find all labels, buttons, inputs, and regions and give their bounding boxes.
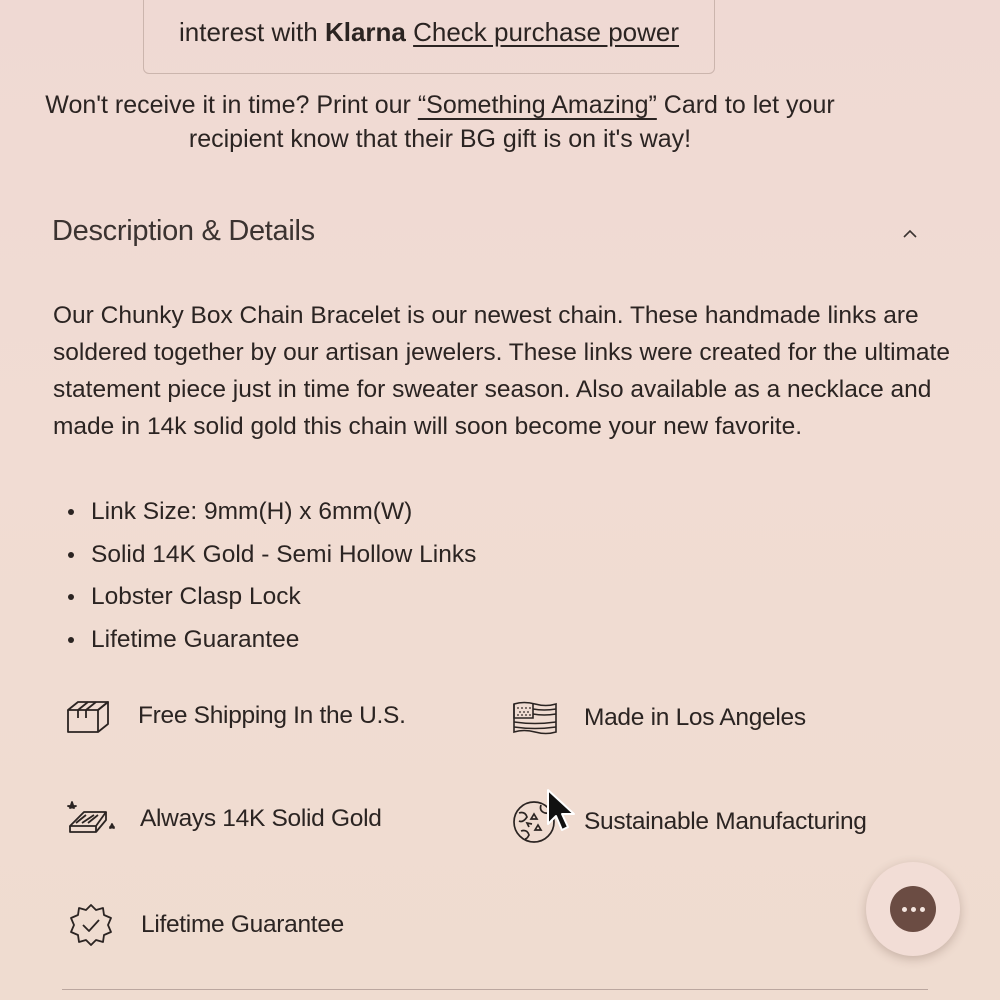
list-item	[68, 619, 476, 662]
bullet-text: Link Size: 9mm(H) x 6mm(W)	[91, 498, 413, 526]
klarna-brand: Klarna	[324, 17, 406, 47]
feature-lifetime-guarantee	[67, 902, 344, 948]
print-card-suffix: Card to let your recipient know that their BG gift is on it's way!	[188, 91, 835, 153]
klarna-interest-prefix: interest with	[178, 17, 325, 47]
box-icon	[64, 696, 114, 736]
feature-label: Sustainable Manufacturing	[584, 808, 867, 835]
description-details-header[interactable]: Description & Details	[52, 215, 315, 247]
bullet-text: Solid 14K Gold - Semi Hollow Links	[91, 540, 477, 568]
bullet-dot	[68, 594, 74, 600]
details-list	[68, 491, 476, 661]
list-item	[68, 576, 476, 619]
check-purchase-power-link[interactable]: Check purchase power	[413, 17, 680, 47]
klarna-box	[143, 0, 715, 74]
chat-button[interactable]	[866, 862, 960, 956]
divider	[62, 989, 928, 990]
feature-label: Free Shipping In the U.S.	[138, 702, 406, 729]
feature-label: Always 14K Solid Gold	[140, 805, 382, 832]
chevron-up-icon[interactable]	[900, 226, 920, 242]
bullet-text: Lobster Clasp Lock	[91, 583, 301, 611]
gold-bar-icon	[66, 798, 118, 840]
flag-icon	[511, 698, 559, 738]
print-card-prefix: Won't receive it in time? Print our	[45, 91, 418, 119]
klarna-interest-text	[144, 17, 714, 47]
something-amazing-card-link[interactable]: “Something Amazing”	[417, 91, 657, 119]
product-description: Our Chunky Box Chain Bracelet is our newest chain. These handmade links are soldered together by our artisan jewelers. These links were created for the ultimate statement piece just in time for sweater season. Also available as a necklace and made in 14k solid gold this chain will soon become your new favorite.	[53, 302, 950, 440]
bullet-text: Lifetime Guarantee	[91, 625, 300, 653]
feature-made-in-la	[511, 698, 806, 738]
badge-check-icon	[67, 902, 115, 948]
list-item	[68, 534, 476, 577]
feature-label: Made in Los Angeles	[584, 704, 806, 731]
chat-bubble-icon	[890, 886, 936, 932]
feature-free-shipping	[64, 696, 406, 736]
mouse-cursor-icon	[546, 788, 578, 836]
bullet-dot	[68, 509, 74, 515]
list-item	[68, 491, 476, 534]
bullet-dot	[68, 637, 74, 643]
feature-label: Lifetime Guarantee	[141, 911, 344, 938]
bullet-dot	[68, 552, 74, 558]
feature-solid-gold	[66, 798, 382, 840]
print-card-note	[40, 88, 840, 156]
